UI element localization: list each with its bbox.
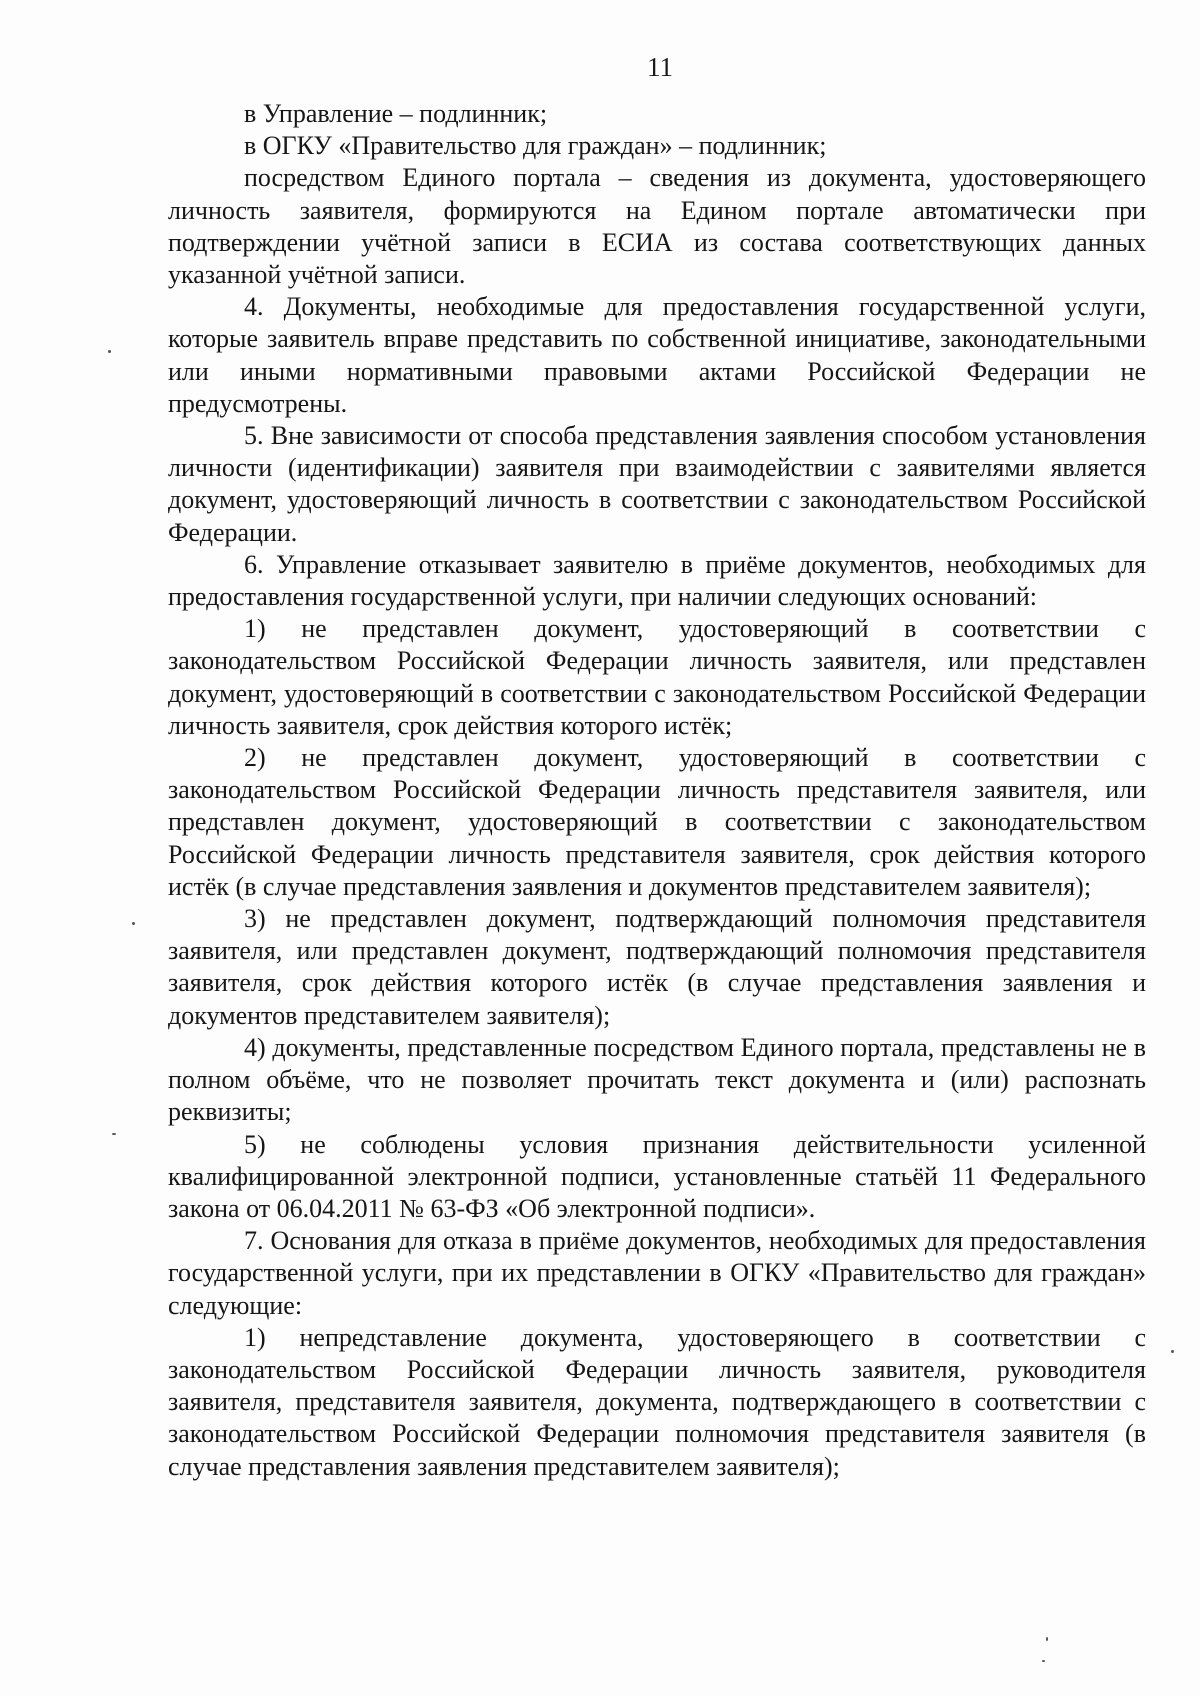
scan-speck: [1042, 1660, 1045, 1662]
paragraph: 5. Вне зависимости от способа представления заявления способом установления личности (идентификации) заявителя при взаимодействии с заявителями является документ, удостоверяющий личность в соответствии с законодательством Российской Федерации.: [168, 421, 1146, 547]
paragraph: 7. Основания для отказа в приёме документов, необходимых для предоставления государственной услуги, при их представлении в ОГКУ «Правительство для граждан» следующие:: [168, 1226, 1146, 1320]
paragraph: 4. Документы, необходимые для предоставления государственной услуги, которые заявитель вправе представить по собственной инициативе, законодательными или иными нормативными правовыми актами Российской Федерации не предусмотрены.: [168, 292, 1146, 418]
paragraph: 1) непредставление документа, удостоверяющего в соответствии с законодательством Российской Федерации личность заявителя, руководителя заявителя, представителя заявителя, документа, подтверждающего в соответствии с законодательством Российской Федерации полномочия представителя заявителя (в случае представления заявления представителем заявителя);: [168, 1322, 1146, 1481]
scan-speck: [112, 1133, 116, 1135]
scan-speck: [1171, 1350, 1174, 1353]
document-body: [168, 98, 1146, 1483]
paragraph: в Управление – подлинник;: [244, 99, 548, 128]
paragraph: 4) документы, представленные посредством Единого портала, представлены не в полном объёме, что не позволяет прочитать текст документа и (или) распознать реквизиты;: [168, 1032, 1146, 1127]
paragraph: 6. Управление отказывает заявителю в приёме документов, необходимых для предоставления государственной услуги, при наличии следующих оснований:: [168, 549, 1146, 612]
paragraph: посредством Единого портала – сведения из документа, удостоверяющего личность заявителя, формируются на Едином портале автоматически при подтверждении учётной записи в ЕСИА из состава соответствующих данных указанной учётной записи.: [168, 163, 1146, 290]
paragraph: 5) не соблюдены условия признания действительности усиленной квалифицированной электронной подписи, установленные статьёй 11 Федерального закона от 06.04.2011 № 63-ФЗ «Об электронной подписи».: [168, 1129, 1146, 1223]
page-number: 11: [647, 52, 673, 82]
paragraph: 3) не представлен документ, подтверждающий полномочия представителя заявителя, или представлен документ, подтверждающий полномочия представителя заявителя, срок действия которого истёк (в случае представления заявления и документов представителем заявителя);: [168, 904, 1146, 1030]
scan-speck: [1046, 1637, 1048, 1641]
scan-speck: [132, 922, 135, 925]
scan-speck: [108, 350, 111, 353]
paragraph: в ОГКУ «Правительство для граждан» – подлинник;: [244, 131, 827, 161]
paragraph: 2) не представлен документ, удостоверяющий в соответствии с законодательством Российской Федерации личность представителя заявителя, или представлен документ, удостоверяющий в соответствии с законодательством Российской Федерации личность представителя заявителя, срок действия которого истёк (в случае представления заявления и документов представителем заявителя);: [168, 743, 1146, 901]
paragraph: 1) не представлен документ, удостоверяющий в соответствии с законодательством Российской Федерации личность заявителя, или представлен документ, удостоверяющий в соответствии с законодательством Российской Федерации личность заявителя, срок действия которого истёк;: [168, 614, 1146, 740]
